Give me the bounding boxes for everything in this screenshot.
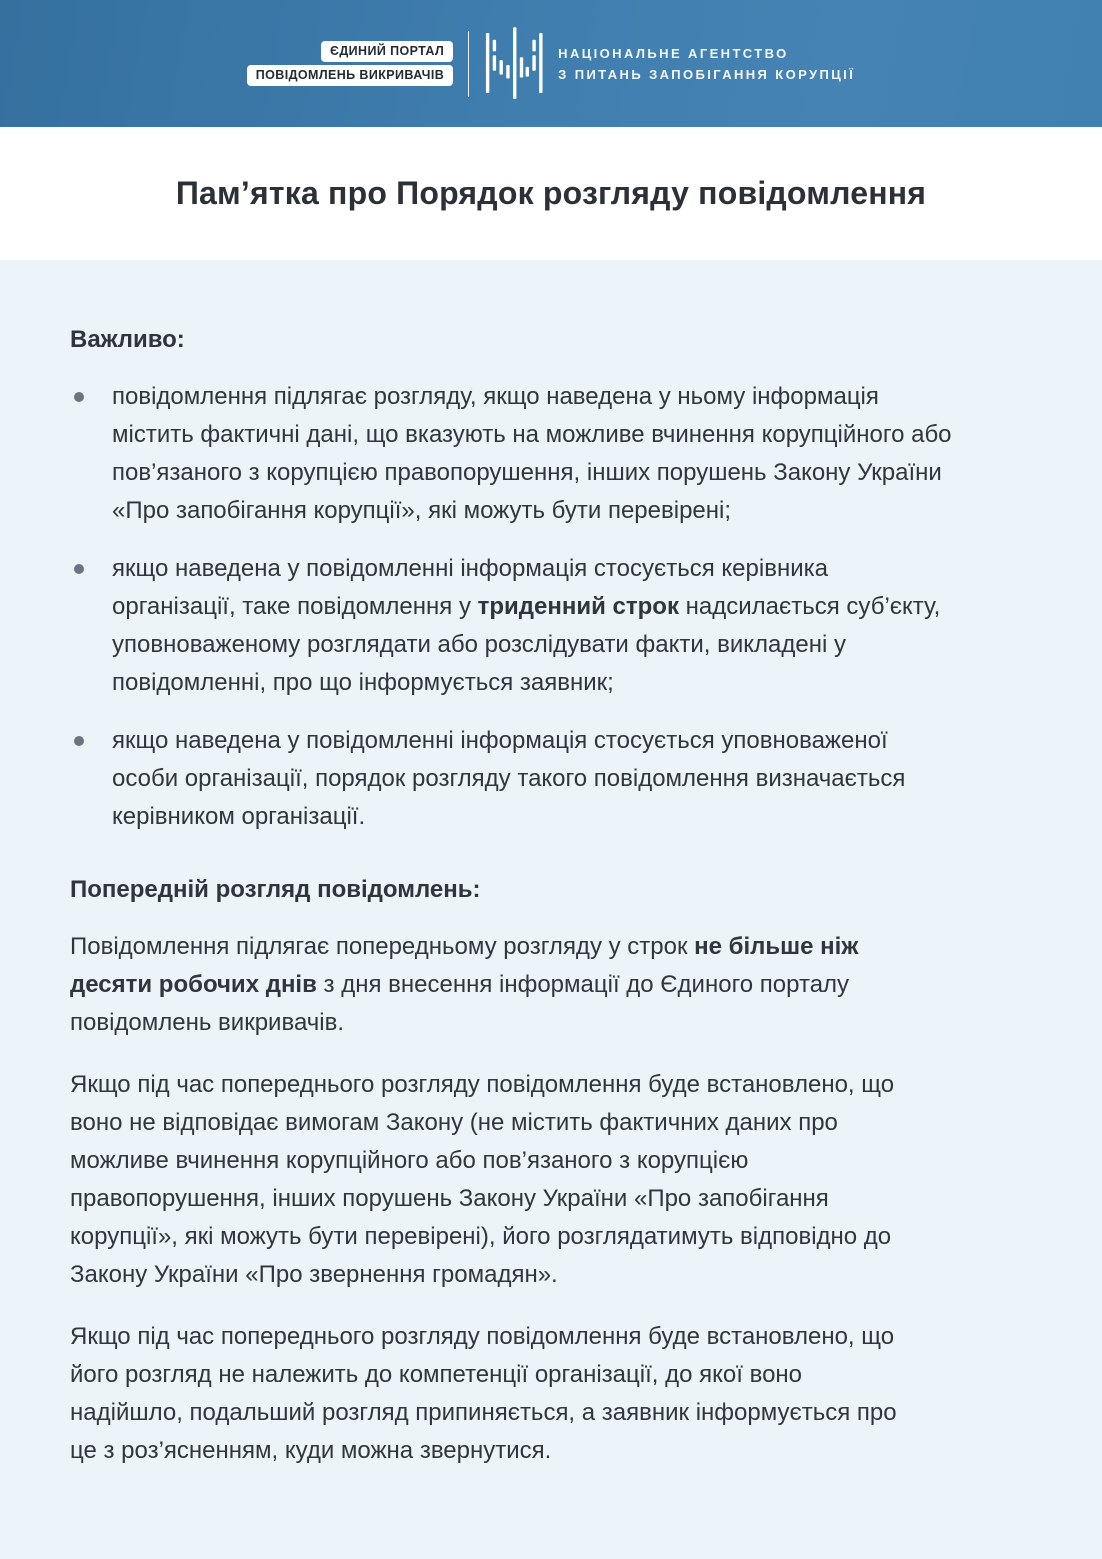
page-title: Пам’ятка про Порядок розгляду повідомлення (175, 175, 927, 211)
bullet-text-post: надсилається суб’єкту, уповноваженому розглядати або розслідувати факти, викладені у повідомленні, про що інформується заявник; (112, 593, 941, 696)
bullet-item (70, 722, 957, 836)
portal-badge-line2: ПОВІДОМЛЕНЬ ВИКРИВАЧІВ (247, 65, 453, 86)
paragraph (70, 1066, 920, 1294)
paragraph (70, 1318, 920, 1470)
bullet-text-bold: триденний строк (477, 593, 679, 620)
bullet-item (70, 550, 957, 702)
agency-name (558, 43, 855, 85)
important-heading: Важливо: (70, 326, 185, 353)
bullet-text: повідомлення підлягає розгляду, якщо наведена у ньому інформація містить фактичні дані, що вказують на можливе вчинення корупційного або пов’язаного з корупцією правопорушення, інших порушень Закону України «Про запобігання корупції», які можуть бути перевірені; (112, 383, 952, 524)
bullet-text-pre: якщо наведена у повідомленні інформація стосується керівника організації, таке повідомлення у (112, 555, 828, 620)
page-header (0, 0, 1102, 127)
bullet-item (70, 378, 957, 530)
paragraph (70, 928, 920, 1042)
important-bullet-list (70, 378, 1032, 836)
memo-content (0, 260, 1102, 1559)
paragraph-text-bold: не більше ніж десяти робочих днів (70, 933, 859, 998)
paragraph-text: Якщо під час попереднього розгляду повідомлення буде встановлено, що воно не відповідає вимогам Закону (не містить фактичних даних про можливе вчинення корупційного або пов’язаного з корупцією правопорушення, інших порушень Закону України «Про запобігання корупції», які можуть бути перевірені), його розглядатимуть відповідно до Закону України «Про звернення громадян». (70, 1071, 895, 1288)
portal-badge-line1: ЄДИНИЙ ПОРТАЛ (321, 41, 453, 62)
soundwave-bars-icon (484, 27, 544, 101)
paragraph-text-post: з дня внесення інформації до Єдиного порталу повідомлень викривачів. (70, 971, 850, 1036)
bullet-icon (74, 392, 84, 402)
paragraph-text-pre: Повідомлення підлягає попередньому розгляду у строк (70, 933, 695, 960)
agency-name-line2: З ПИТАНЬ ЗАПОБІГАННЯ КОРУПЦІЇ (558, 66, 856, 82)
paragraph-text: Якщо під час попереднього розгляду повідомлення буде встановлено, що його розгляд не належить до компетенції організації, до якої воно надійшло, подальший розгляд припиняється, а заявник інформується про це з роз’ясненням, куди можна звернутися. (70, 1323, 897, 1464)
title-band (0, 127, 1102, 260)
whistleblower-portal-logo (247, 41, 453, 86)
header-divider (468, 31, 469, 97)
bullet-icon (74, 736, 84, 746)
bullet-icon (74, 564, 84, 574)
agency-name-line1: НАЦІОНАЛЬНЕ АГЕНТСТВО (558, 45, 789, 61)
preliminary-review-heading: Попередній розгляд повідомлень: (70, 876, 481, 903)
bullet-text: якщо наведена у повідомленні інформація стосується уповноваженої особи організації, порядок розгляду такого повідомлення визначається керівником організації. (112, 727, 906, 830)
